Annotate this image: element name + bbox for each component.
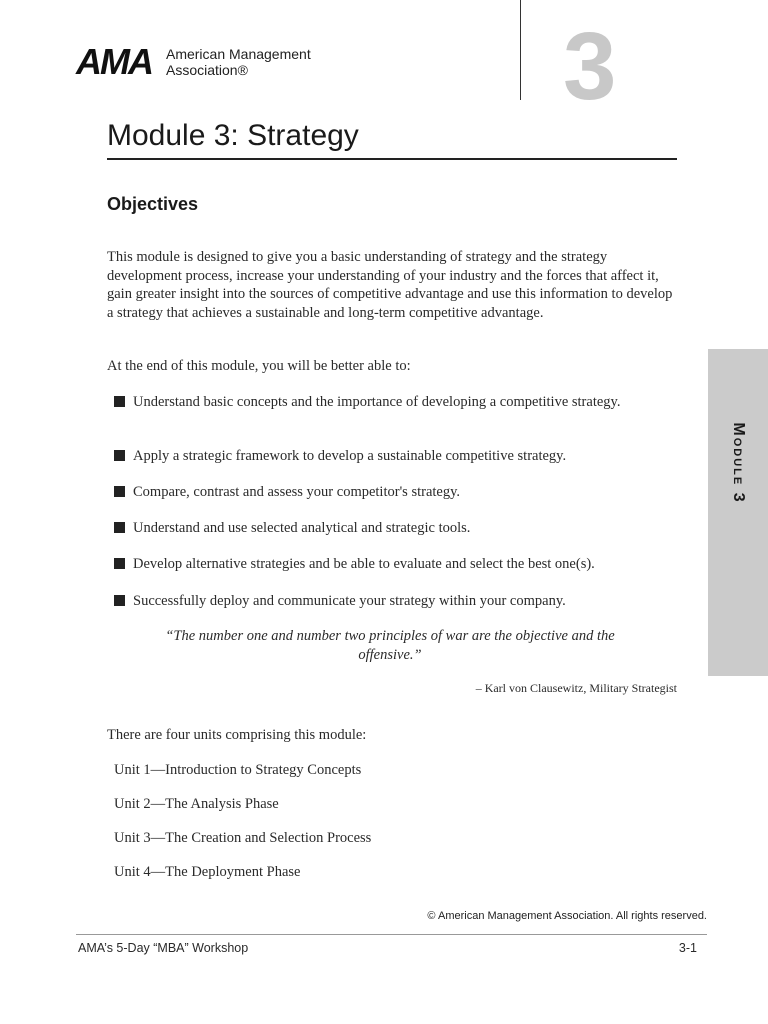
module-number: 3	[563, 13, 617, 120]
units-intro: There are four units comprising this module:	[107, 727, 367, 743]
list-item	[114, 554, 674, 591]
side-tab-label: Module 3	[730, 422, 747, 504]
org-name-line1: American Management	[165, 46, 311, 62]
list-item-text: Compare, contrast and assess your competitor's strategy.	[133, 484, 461, 500]
org-name	[166, 46, 311, 78]
ama-logo-mark: AMA	[76, 41, 152, 82]
unit-item: Unit 2—The Analysis Phase	[114, 796, 279, 812]
list-item	[114, 518, 674, 554]
bullet-square-icon	[114, 522, 125, 533]
quote: “The number one and number two principles of war are the objective and the offensive.”	[165, 628, 615, 663]
unit-item: Unit 3—The Creation and Selection Process	[114, 830, 372, 846]
units-list	[114, 761, 371, 897]
bullet-square-icon	[114, 486, 125, 497]
list-item	[114, 591, 674, 627]
header-divider	[520, 0, 521, 100]
bullet-square-icon	[114, 396, 125, 407]
title-rule	[107, 158, 677, 160]
objectives-heading: Objectives	[107, 194, 199, 214]
page-number: 3-1	[678, 941, 697, 955]
quote-attribution: – Karl von Clausewitz, Military Strategist	[475, 681, 677, 695]
list-item-text: Develop alternative strategies and be able to evaluate and select the best one(s).	[133, 556, 595, 572]
list-item	[114, 482, 674, 518]
unit-item: Unit 4—The Deployment Phase	[114, 864, 301, 880]
copyright-notice: © American Management Association. All rights reserved.	[427, 910, 707, 922]
list-item	[114, 446, 674, 482]
list-item-text: Understand and use selected analytical and strategic tools.	[133, 520, 471, 536]
list-item-text: Understand basic concepts and the importance of developing a competitive strategy.	[133, 394, 621, 410]
org-name-line2: Association®	[165, 62, 248, 78]
intro-paragraph: This module is designed to give you a basic understanding of strategy and the strategy development process, increase your understanding of your industry and the forces that affect it, gain greater insight into the sources of competitive advantage and use this information to develop a strategy that achieves a sustainable and long-term competitive advantage.	[107, 249, 673, 322]
footer-title: AMA’s 5-Day “MBA” Workshop	[78, 941, 249, 955]
list-item	[114, 392, 674, 446]
page-title: Module 3: Strategy	[107, 119, 359, 152]
footer-rule	[76, 934, 707, 935]
unit-item: Unit 1—Introduction to Strategy Concepts	[114, 762, 362, 778]
objectives-list	[114, 392, 674, 627]
bullet-square-icon	[114, 450, 125, 461]
bullet-square-icon	[114, 595, 125, 606]
module-side-tab	[708, 349, 768, 676]
bullet-square-icon	[114, 558, 125, 569]
ama-logo	[76, 41, 311, 82]
list-item-text: Successfully deploy and communicate your strategy within your company.	[133, 593, 566, 609]
list-item-text: Apply a strategic framework to develop a sustainable competitive strategy.	[133, 448, 567, 464]
lead-in-text: At the end of this module, you will be better able to:	[107, 358, 411, 374]
